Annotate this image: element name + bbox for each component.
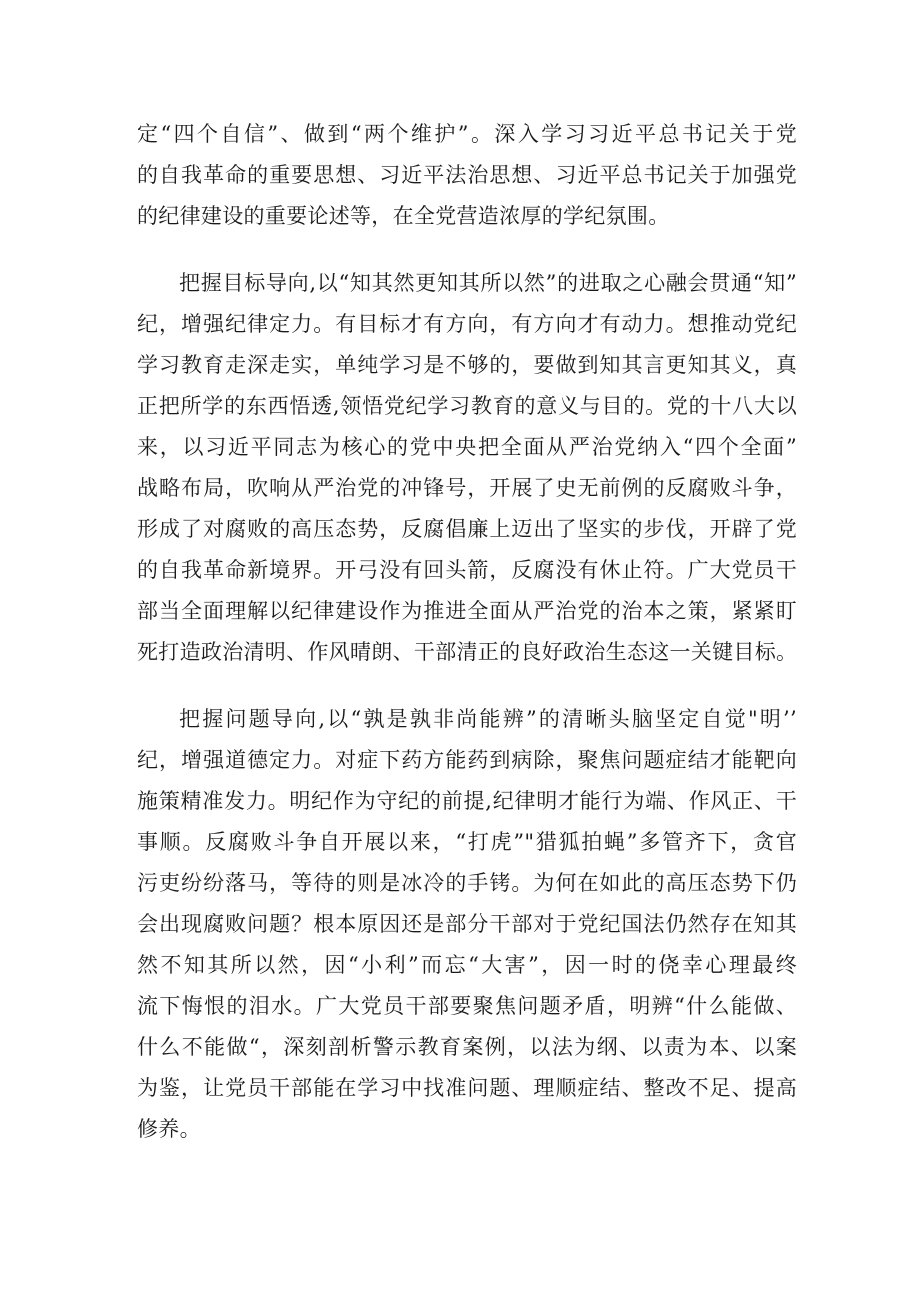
paragraph-2-line-9: 部当全面理解以纪律建设作为推进全面从严治党的治本之策，紧紧盯 <box>137 599 797 623</box>
paragraph-3-line-1: 把握问题导向,以“孰是孰非尚能辨”的清晰头脑坚定自觉"明’’ <box>179 707 797 731</box>
paragraph-3 <box>137 699 797 1150</box>
paragraph-2 <box>137 263 797 673</box>
paragraph-3-line-4: 事顺。反腐败斗争自开展以来，“打虎”"猎狐拍蝇”多管齐下，贪官 <box>137 830 797 854</box>
paragraph-2-line-6: 战略布局，吹响从严治党的冲锋号，开展了史无前例的反腐败斗争， <box>137 476 797 500</box>
paragraph-1-line-3: 的纪律建设的重要论述等，在全党营造浓厚的学纪氛围。 <box>137 204 670 228</box>
paragraph-3-line-10: 为鉴，让党员干部能在学习中找准问题、理顺症结、整改不足、提高 <box>137 1076 797 1100</box>
paragraph-1-line-1: 定“四个自信”、做到“两个维护”。深入学习习近平总书记关于党 <box>137 122 797 146</box>
paragraph-2-line-4: 正把所学的东西悟透,领悟党纪学习教育的意义与目的。党的十八大以 <box>137 394 797 418</box>
paragraph-1-line-2: 的自我革命的重要思想、习近平法治思想、习近平总书记关于加强党 <box>137 163 797 187</box>
paragraph-3-line-9: 什么不能做“，深刻剖析警示教育案例，以法为纲、以责为本、以案 <box>137 1035 797 1059</box>
paragraph-3-line-2: 纪，增强道德定力。对症下药方能药到病除，聚焦问题症结才能靶向 <box>137 748 797 772</box>
paragraph-1 <box>137 114 797 237</box>
paragraph-2-line-7: 形成了对腐败的高压态势，反腐倡廉上迈出了坚实的步伐，开辟了党 <box>137 517 797 541</box>
paragraph-2-line-3: 学习教育走深走实，单纯学习是不够的，要做到知其言更知其义，真 <box>137 353 797 377</box>
paragraph-2-line-1: 把握目标导向,以“知其然更知其所以然”的进取之心融会贯通“知” <box>179 271 797 295</box>
paragraph-3-line-8: 流下悔恨的泪水。广大党员干部要聚焦问题矛盾，明辨“什么能做、 <box>137 994 797 1018</box>
paragraph-2-line-8: 的自我革命新境界。开弓没有回头箭，反腐没有休止符。广大党员干 <box>137 558 797 582</box>
paragraph-3-line-3: 施策精准发力。明纪作为守纪的前提,纪律明才能行为端、作风正、干 <box>137 789 797 813</box>
paragraph-2-line-10: 死打造政治清明、作风晴朗、干部清正的良好政治生态这一关键目标。 <box>137 640 797 664</box>
paragraph-2-line-2: 纪，增强纪律定力。有目标才有方向，有方向才有动力。想推动党纪 <box>137 312 797 336</box>
paragraph-3-line-5: 污吏纷纷落马，等待的则是冰冷的手铐。为何在如此的高压态势下仍 <box>137 871 797 895</box>
paragraph-3-line-7: 然不知其所以然，因“小利”而忘“大害”，因一时的侥幸心理最终 <box>137 953 797 977</box>
paragraph-3-line-6: 会出现腐败问题？根本原因还是部分干部对于党纪国法仍然存在知其 <box>137 912 797 936</box>
paragraph-3-line-11: 修养。 <box>137 1117 201 1141</box>
paragraph-2-line-5: 来，以习近平同志为核心的党中央把全面从严治党纳入“四个全面” <box>137 435 797 459</box>
